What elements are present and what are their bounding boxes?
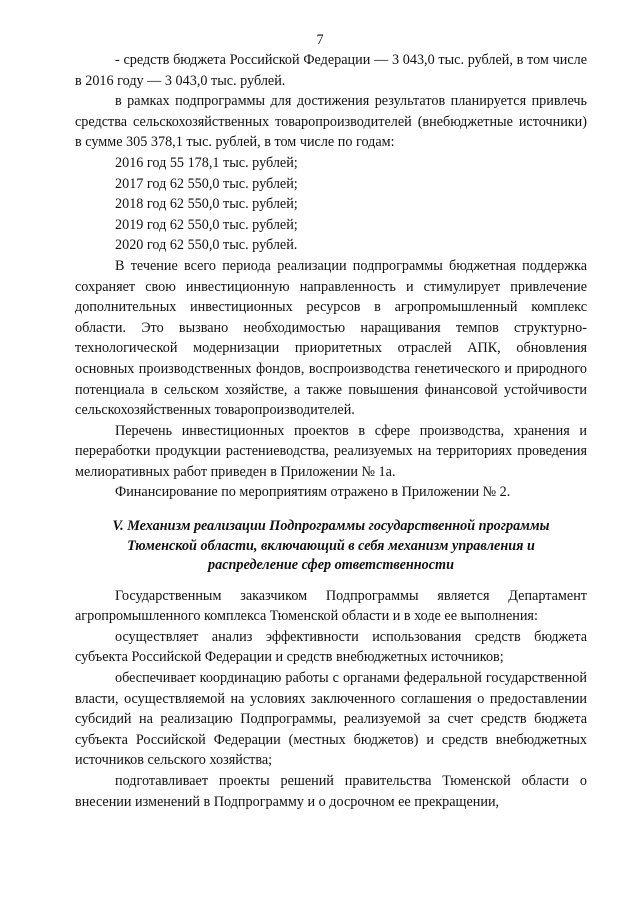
paragraph-analysis: осуществляет анализ эффективности использования средств бюджета субъекта Российской Федерации и средств внебюджетных источников; [75,628,587,666]
paragraph-budget-support: В течение всего периода реализации подпрограммы бюджетная поддержка сохраняет свою инвестиционную направленность и стимулирует привлечение дополнительных инвестиционных ресурсов в агропромышленный комплекс области. Это вызвано необходимостью наращивания темпов структурно-технологической модернизации приоритетных отраслей АПК, обновления основных производственных фондов, воспроизводства генетического и природного потенциала в сельском хозяйстве, а также повышения финансовой устойчивости сельскохозяйственных товаропроизводителей. [75,257,587,419]
list-item: 2019 год 62 550,0 тыс. рублей; [115,216,298,233]
paragraph-investment-projects: Перечень инвестиционных проектов в сфере производства, хранения и переработки продукции растениеводства, реализуемых на территориях проведения мелиоративных работ приведен в Приложении № 1а. [75,422,587,480]
page-number: 7 [316,32,324,48]
section-heading: V. Механизм реализации Подпрограммы государственной программы Тюменской области, включающий в себя механизм управления и распределение сфер ответственности [112,518,550,574]
paragraph-federal-budget: - средств бюджета Российской Федерации — 3 043,0 тыс. рублей, в том числе в 2016 году — 3 043,0 тыс. рублей. [75,52,587,89]
paragraph-financing: Финансирование по мероприятиям отражено в Приложении № 2. [115,484,511,501]
paragraph-coordination: обеспечивает координацию работы с органами федеральной государственной власти, осуществляемой на условиях заключенного соглашения о предоставлении субсидий на реализацию Подпрограммы, реализуемой за счет средств бюджета субъекта Российской Федерации (местных бюджетов) и средств внебюджетных источников сельского хозяйства; [75,669,587,769]
list-item: 2017 год 62 550,0 тыс. рублей; [115,175,298,192]
paragraph-extrabudgetary-funds: в рамках подпрограммы для достижения результатов планируется привлечь средства сельскохозяйственных товаропроизводителей (внебюджетные источники) в сумме 305 378,1 тыс. рублей, в том числе по годам: [75,93,587,151]
list-item: 2020 год 62 550,0 тыс. рублей. [115,237,298,254]
list-item: 2016 год 55 178,1 тыс. рублей; [115,154,298,171]
paragraph-draft-decisions: подготавливает проекты решений правительства Тюменской области о внесении изменений в Подпрограмму и о досрочном ее прекращении, [75,772,587,810]
page-body [75,50,587,812]
yearly-amounts-list [75,153,587,256]
list-item: 2018 год 62 550,0 тыс. рублей; [115,196,298,213]
paragraph-state-customer: Государственным заказчиком Подпрограммы является Департамент агропромышленного комплекса Тюменской области и в ходе ее выполнения: [75,587,587,625]
